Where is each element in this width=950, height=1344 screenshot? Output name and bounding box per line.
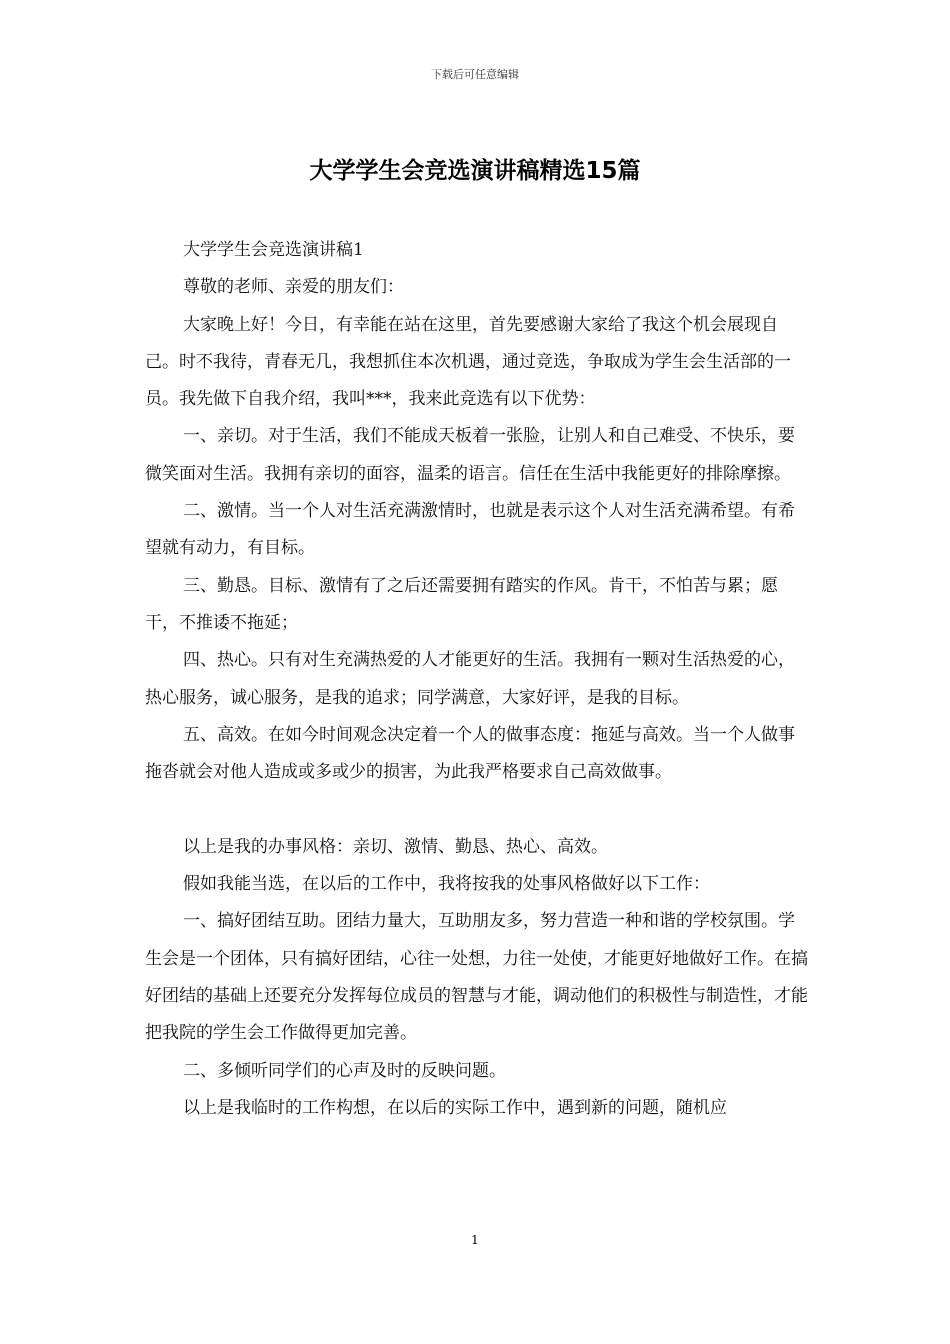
page-number: 1 xyxy=(471,1233,479,1247)
paragraph: 三、勤恳。目标、激情有了之后还需要拥有踏实的作风。肯干，不怕苦与累；愿干，不推诿不拖延； xyxy=(145,575,778,633)
paragraph: 四、热心。只有对生充满热爱的人才能更好的生活。我拥有一颗对生活热爱的心，热心服务，诚心服务，是我的追求；同学满意，大家好评，是我的目标。 xyxy=(145,650,795,708)
document-title: 大学学生会竞选演讲稿精选15篇 xyxy=(309,158,641,184)
paragraph: 大家晚上好！今日，有幸能在站在这里，首先要感谢大家给了我这个机会展现自己。时不我待，青春无几，我想抓住本次机遇，通过竞选，争取成为学生会生活部的一员。我先做下自我介绍，我叫***，我来此竞选有以下优势： xyxy=(145,314,791,410)
paragraph: 二、多倾听同学们的心声及时的反映问题。 xyxy=(183,1060,506,1081)
paragraph: 二、激情。当一个人对生活充满激情时，也就是表示这个人对生活充满希望。有希望就有动力，有目标。 xyxy=(145,501,795,559)
paragraph: 以上是我临时的工作构想，在以后的实际工作中，遇到新的问题，随机应 xyxy=(183,1097,727,1118)
salutation: 尊敬的老师、亲爱的朋友们： xyxy=(183,277,404,298)
paragraph: 假如我能当选，在以后的工作中，我将按我的处事风格做好以下工作： xyxy=(183,874,710,895)
paragraph: 一、搞好团结互助。团结力量大，互助朋友多，努力营造一种和谐的学校氛围。学生会是一个团体，只有搞好团结，心往一处想，力往一处使，才能更好地做好工作。在搞好团结的基础上还要充分发挥每位成员的智慧与才能，调动他们的积极性与制造性，才能把我院的学生会工作做得更加完善。 xyxy=(145,911,808,1044)
paragraph: 以上是我的办事风格：亲切、激情、勤恳、热心、高效。 xyxy=(183,836,608,857)
paragraph: 一、亲切。对于生活，我们不能成天板着一张脸，让别人和自己难受、不快乐，要微笑面对生活。我拥有亲切的面容，温柔的语言。信任在生活中我能更好的排除摩擦。 xyxy=(145,426,795,484)
paragraph: 五、高效。在如今时间观念决定着一个人的做事态度：拖延与高效。当一个人做事拖沓就会对他人造成或多或少的损害，为此我严格要求自己高效做事。 xyxy=(145,724,795,783)
document-body xyxy=(145,232,810,1127)
section-heading: 大学学生会竞选演讲稿1 xyxy=(183,240,364,260)
page-header-note: 下载后可任意编辑 xyxy=(431,68,519,81)
blank-line xyxy=(145,791,810,828)
